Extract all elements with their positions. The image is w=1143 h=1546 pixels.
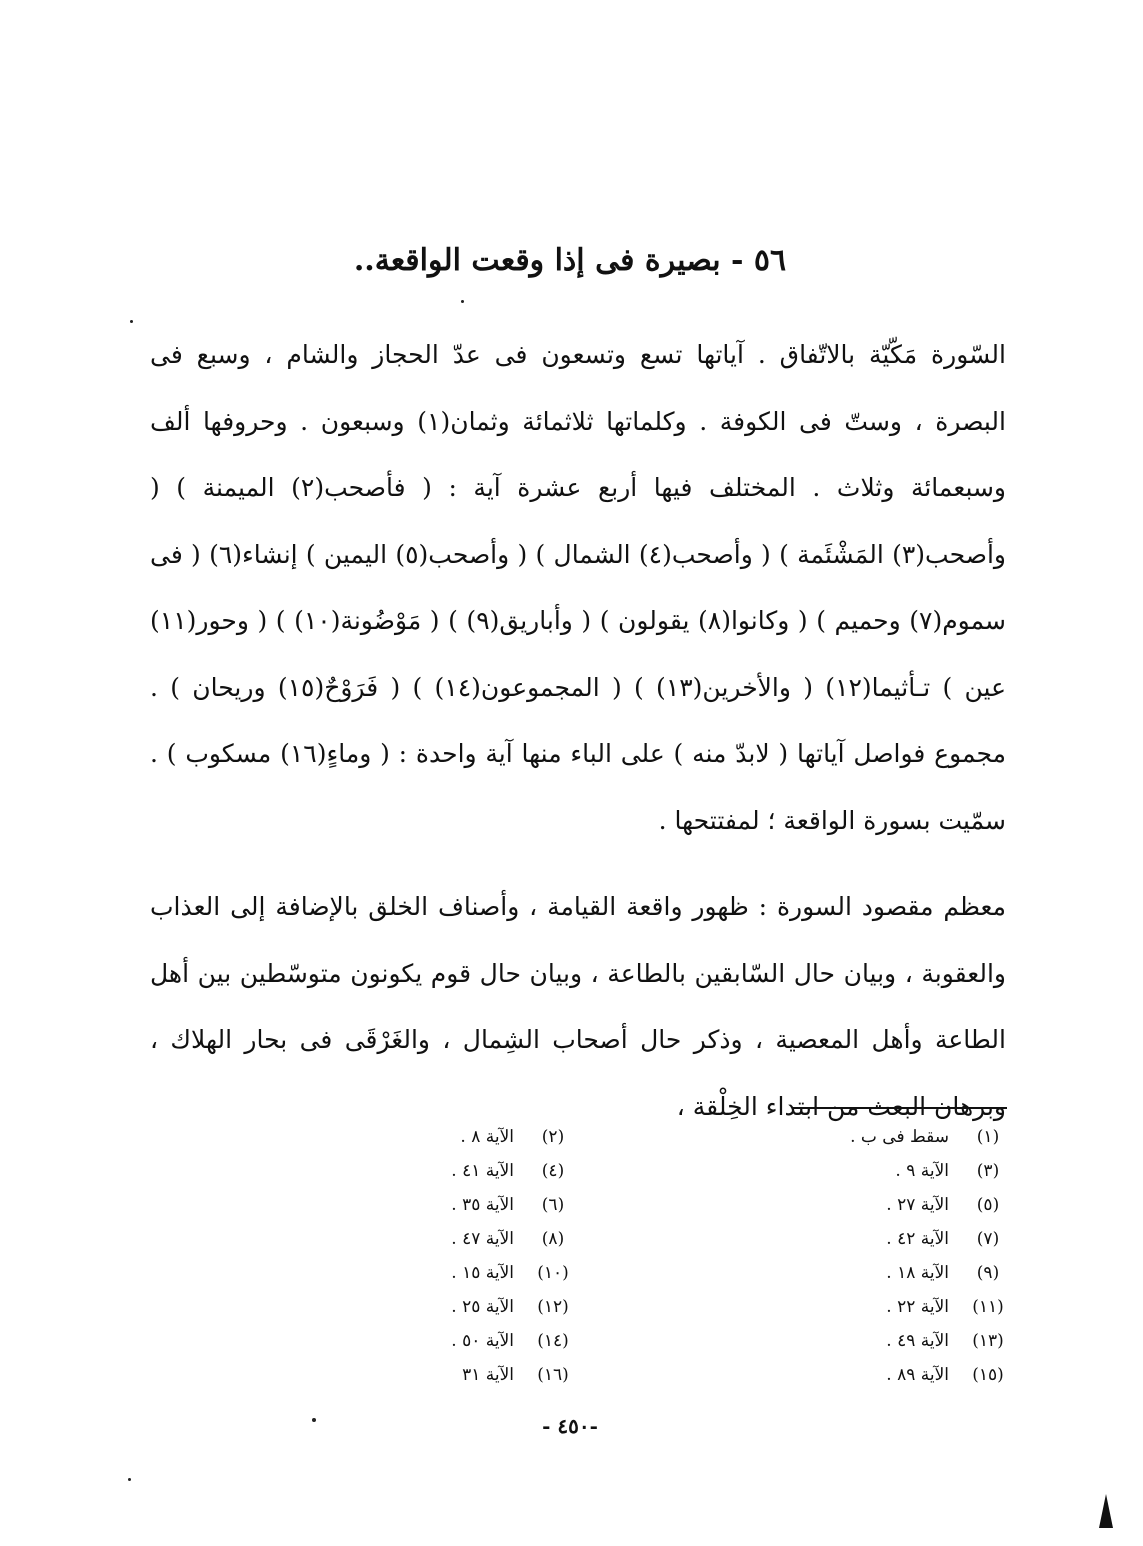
footnote-text: الآية ١٨ . [886, 1263, 949, 1283]
footnote-item [370, 1154, 570, 1188]
footnote-text: الآية ٤١ . [451, 1161, 514, 1181]
footnote-number: (٢) [541, 1127, 565, 1147]
footnote-separator [793, 1107, 1007, 1109]
scan-edge-mark [1099, 1494, 1113, 1528]
footnote-item [370, 1256, 570, 1290]
footnote-item [770, 1120, 1005, 1154]
footnote-number: (٤) [541, 1161, 565, 1181]
chapter-title: ٥٦ - بصيرة فى إذا وقعت الواقعة.. [353, 243, 787, 278]
footnote-item [770, 1324, 1005, 1358]
scan-speck [130, 320, 133, 323]
footnote-item [770, 1256, 1005, 1290]
scan-speck [461, 300, 464, 303]
footnote-number: (١٠) [537, 1263, 569, 1283]
footnote-text: الآية ٣٥ . [451, 1195, 514, 1215]
footnote-number: (١٤) [537, 1331, 569, 1351]
footnote-number: (٩) [976, 1263, 1000, 1283]
footnote-text: الآية ٨ . [460, 1127, 514, 1147]
scan-speck [312, 1418, 316, 1422]
footnote-text: الآية ٤٩ . [886, 1331, 949, 1351]
footnote-item [770, 1188, 1005, 1222]
footnote-number: (١١) [972, 1297, 1004, 1317]
footnote-text: الآية ٨٩ . [886, 1365, 949, 1385]
footnote-number: (١٣) [972, 1331, 1004, 1351]
footnote-number: (١٢) [537, 1297, 569, 1317]
footnote-text: الآية ٢٥ . [451, 1297, 514, 1317]
footnote-number: (٧) [976, 1229, 1000, 1249]
footnote-number: (٥) [976, 1195, 1000, 1215]
footnote-item [370, 1290, 570, 1324]
scan-speck [128, 1478, 131, 1481]
footnote-text: الآية ٥٠ . [451, 1331, 514, 1351]
paragraph-intro: السّورة مَكّيّة بالاتّفاق . آياتها تسع وتسعون فى عدّ الحجاز والشام ، وسبع فى البصرة ، وستّ فى الكوفة . وكلماتها ثلاثمائة وثمان(١) وسبعون . وحروفها ألف وسبعمائة وثلاث . المختلف فيها أربع عشرة آية : ( فأصحب(٢) الميمنة ) ( وأصحب(٣) المَشْئَمة ) ( وأصحب(٤) الشمال ) ( وأصحب(٥) اليمين ) إنشاء(٦) ( فى سموم(٧) وحميم ) ( وكانوا(٨) يقولون ) ( وأباريق(٩) ) ( مَوْضُونة(١٠) ) ( وحور(١١) عين ) تـأثيما(١٢) ( والأخرين(١٣) ) ( المجموعون(١٤) ) ( فَرَوْحٌ(١٥) وريحان ) . مجموع فواصل آياتها ( لابدّ منه ) على الباء منها آية واحدة : ( وماءٍ(١٦) مسكوب ) . سمّيت بسورة الواقعة ؛ لمفتتحها . [150, 340, 1007, 835]
footnote-number: (٦) [541, 1195, 565, 1215]
footnote-text: الآية ٣١ [462, 1365, 514, 1385]
footnote-number: (٣) [976, 1161, 1000, 1181]
footnote-item [370, 1222, 570, 1256]
paragraph-purpose: معظم مقصود السورة : ظهور واقعة القيامة ، وأصناف الخلق بالإضافة إلى العذاب والعقوبة ، وبيان حال السّابقين بالطاعة ، وبيان حال قوم يكونون متوسّطين بين أهل الطاعة وأهل المعصية ، وذكر حال أصحاب الشِمال ، والغَرْقَى فى بحار الهلاك ، وبرهان البعث من ابتداء الخِلْقة ، [150, 892, 1006, 1121]
footnote-number: (١) [976, 1127, 1000, 1147]
footnotes-column-right [770, 1120, 1005, 1392]
footnote-item [770, 1290, 1005, 1324]
footnote-item [370, 1120, 570, 1154]
footnote-text: الآية ٩ . [895, 1161, 949, 1181]
footnote-number: (١٦) [537, 1365, 569, 1385]
footnote-item [370, 1324, 570, 1358]
footnote-number: (٨) [541, 1229, 565, 1249]
footnote-text: الآية ٢٧ . [886, 1195, 949, 1215]
footnote-text: الآية ٤٧ . [451, 1229, 514, 1249]
footnote-text: الآية ٤٢ . [886, 1229, 949, 1249]
footnote-number: (١٥) [972, 1365, 1004, 1385]
footnote-item [770, 1222, 1005, 1256]
footnote-text: سقط فى ب . [850, 1127, 949, 1147]
footnote-text: الآية ٢٢ . [886, 1297, 949, 1317]
footnote-item [770, 1358, 1005, 1392]
footnote-item [370, 1358, 570, 1392]
footnote-item [770, 1154, 1005, 1188]
page-number: -٤٥٠ - [542, 1414, 598, 1438]
footnote-item [370, 1188, 570, 1222]
main-text [150, 322, 1006, 1140]
footnote-text: الآية ١٥ . [451, 1263, 514, 1283]
footnotes-column-left [370, 1120, 570, 1392]
